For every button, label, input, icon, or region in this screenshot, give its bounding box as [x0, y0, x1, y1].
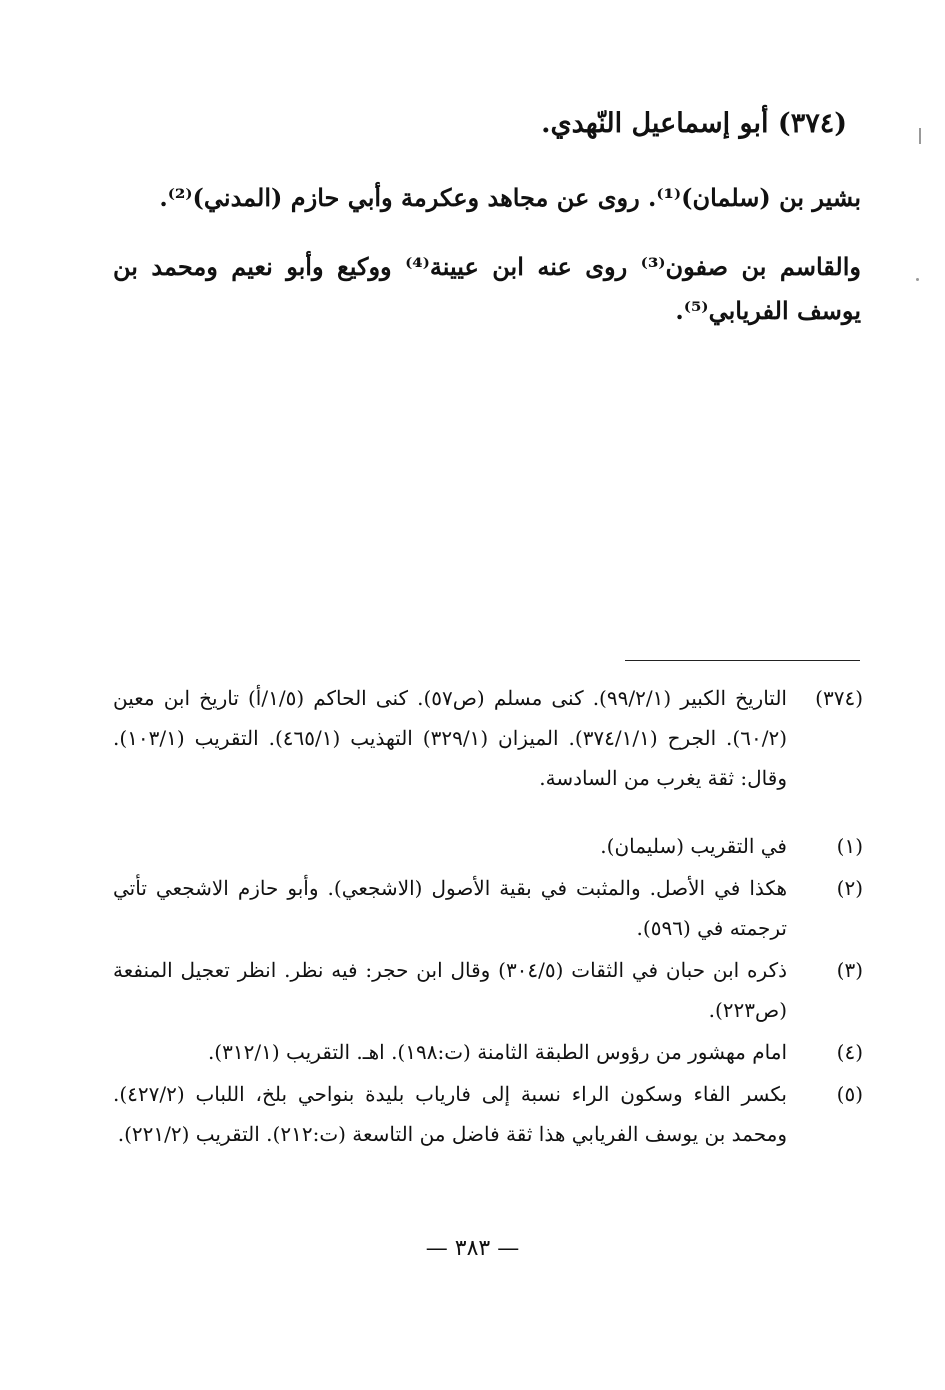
entry-paragraph: والقاسم بن صفون⁽³⁾ روى عنه ابن عيينة⁽⁴⁾ ووكيع وأبو نعيم ومحمد بن يوسف الفريابي⁽⁵⁾.: [113, 252, 861, 325]
footnote-separator: [625, 660, 860, 661]
footnote-number: (٢): [836, 876, 863, 900]
footnote-text: هكذا في الأصل. والمثبت في بقية الأصول (الاشجعي). وأبو حازم الاشجعي تأتي ترجمته في (٥٩٦).: [113, 876, 788, 940]
footnote-number: (٥): [836, 1082, 863, 1106]
footnote-number: (١): [836, 834, 863, 858]
footnote-text: بكسر الفاء وسكون الراء نسبة إلى فارياب بليدة بنواحي بلخ، اللباب (٤٢٧/٢). ومحمد بن يوسف الفريابي هذا ثقة فاضل من التاسعة (ت:٢١٢). التقريب (٢٢١/٢).: [113, 1082, 787, 1146]
footnote-item: [113, 1074, 863, 1154]
footnote-number: (٤): [836, 1040, 863, 1064]
entry-paragraph: بشير بن (سلمان)⁽¹⁾. روى عن مجاهد وعكرمة وأبي حازم (المدني)⁽²⁾.: [159, 183, 861, 212]
footnote-item: [113, 950, 863, 1030]
footnote-item: [113, 868, 863, 948]
margin-mark: [919, 128, 921, 144]
page-number: — ٣٨٣ —: [425, 1236, 520, 1261]
footnote-text: في التقريب (سليمان).: [600, 834, 787, 858]
sources-note: [113, 678, 863, 798]
entry-title: (٣٧٤) أبو إسماعيل النّهدي.: [541, 108, 847, 139]
sources-text: التاريخ الكبير (٩٩/٢/١). كنى مسلم (ص٥٧). كنى الحاكم (١/٥/أ) تاريخ ابن معين (٦٠/٢). الجرح (٣٧٤/١/١). الميزان (٣٢٩/١) التهذيب (٤٦٥/١). التقريب (١٠٣/١). وقال: ثقة يغرب من السادسة.: [113, 686, 787, 790]
sources-number: (٣٧٤): [815, 686, 863, 710]
footnote-number: (٣): [836, 958, 863, 982]
footnote-item: [113, 826, 863, 866]
footnote-text: ذكره ابن حبان في الثقات (٣٠٤/٥) وقال ابن حجر: فيه نظر. انظر تعجيل المنفعة (ص٢٢٣).: [113, 958, 788, 1022]
footnotes-list: [113, 826, 863, 1156]
footnote-item: [113, 1032, 863, 1072]
footnote-text: امام مهشور من رؤوس الطبقة الثامنة (ت:١٩٨). اهـ. التقريب (٣١٢/١).: [207, 1040, 787, 1064]
sources-row: [113, 678, 863, 798]
margin-dot: [916, 278, 919, 281]
